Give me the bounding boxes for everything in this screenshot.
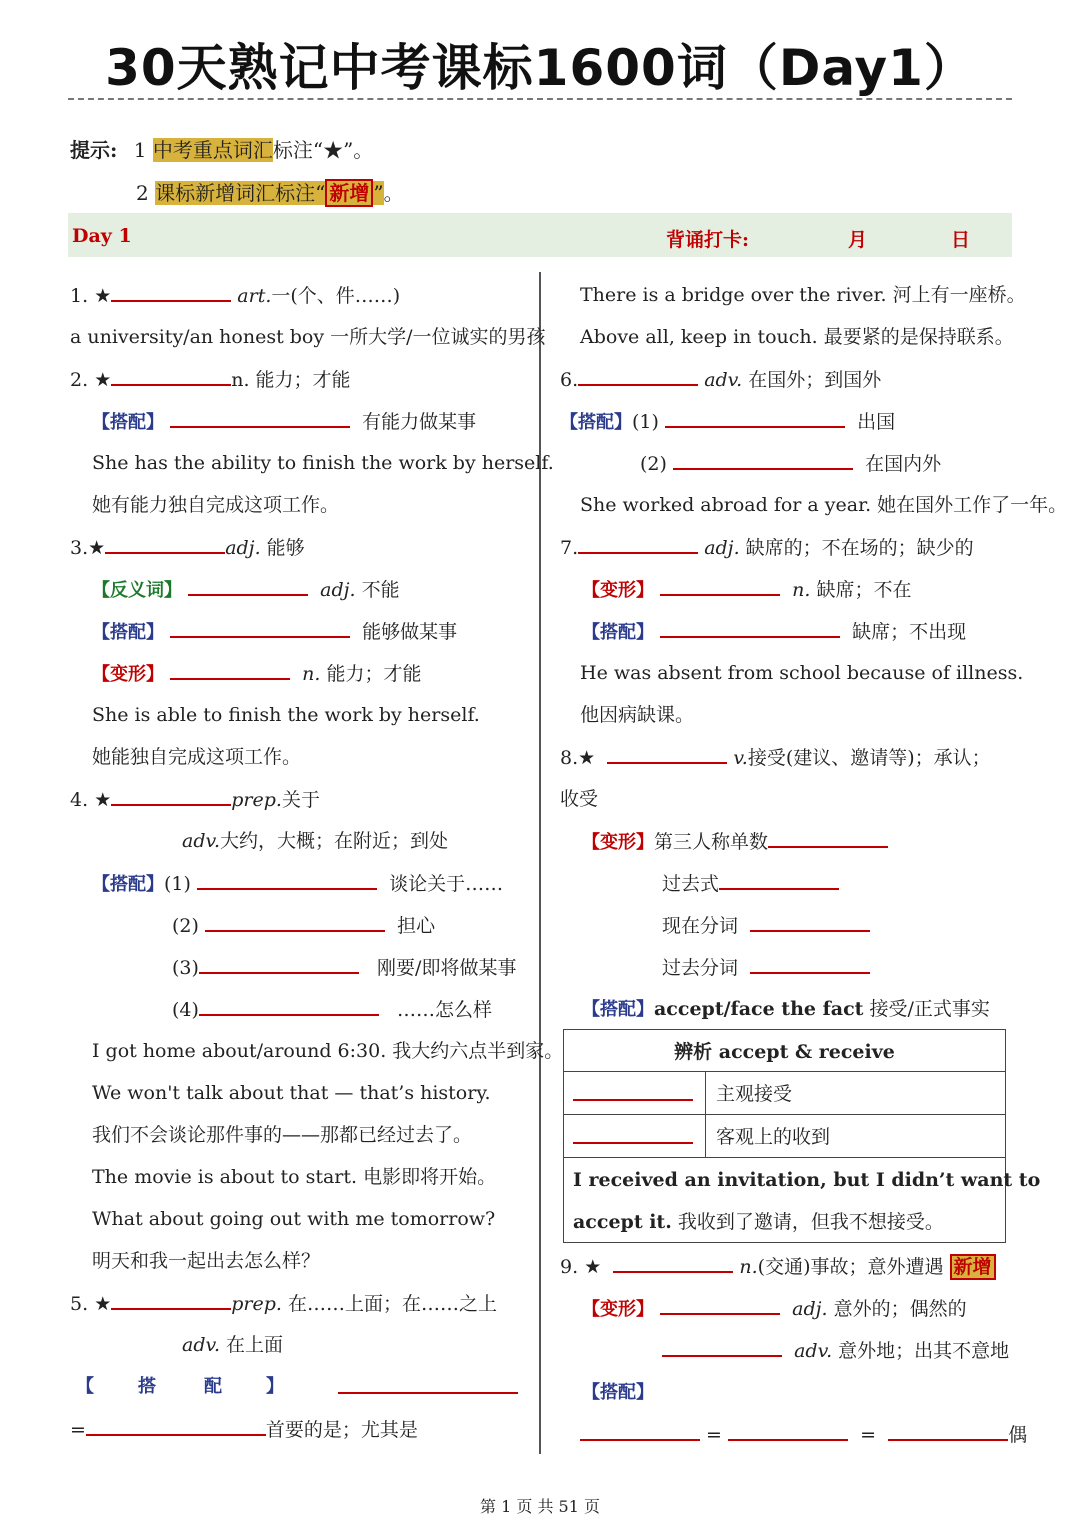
entry-6-collocation-1: 【搭配】(1) 出国 bbox=[560, 408, 895, 436]
hint-line-2: 2 课标新增词汇标注“ 新增 ”。 bbox=[136, 181, 404, 205]
star-icon: ★ bbox=[88, 537, 106, 559]
answer-blank[interactable] bbox=[728, 1421, 848, 1441]
entry-9-variant-2: adv. 意外地；出其不意地 bbox=[662, 1337, 1009, 1364]
entry-8-form-2: 过去式 bbox=[662, 870, 839, 897]
entry-9: 9. ★ n.(交通)事故；意外遭遇 新增 bbox=[560, 1253, 996, 1280]
entry-3: 3.★ adj. 能够 bbox=[70, 534, 305, 561]
entry-1: 1. ★ art.一(个、件……) bbox=[70, 282, 400, 309]
entry-5-collocation-tag: 【 bbox=[76, 1376, 94, 1397]
entry-9-variant-1: 【变形】 adj. 意外的；偶然的 bbox=[582, 1295, 967, 1323]
answer-blank[interactable] bbox=[580, 1421, 700, 1441]
star-icon: ★ bbox=[578, 747, 596, 769]
answer-blank[interactable] bbox=[660, 618, 840, 638]
day-label: Day 1 bbox=[72, 225, 132, 247]
entry-7-variant: 【变形】 n. 缺席；不在 bbox=[582, 576, 911, 604]
answer-blank[interactable] bbox=[111, 786, 231, 806]
answer-blank[interactable] bbox=[607, 744, 727, 764]
star-icon: ★ bbox=[584, 1256, 602, 1278]
entry-5-example-1: There is a bridge over the river. 河上有一座桥。 bbox=[580, 284, 1026, 306]
entry-4-example-2: We won't talk about that — that’s history. bbox=[92, 1082, 491, 1104]
answer-blank[interactable] bbox=[111, 366, 231, 386]
entry-8-collocation: 【搭配】accept/face the fact 接受/正式事实 bbox=[582, 998, 990, 1020]
entry-2: 2. ★ n. 能力；才能 bbox=[70, 366, 351, 393]
entry-2-example-cn: 她有能力独自完成这项工作。 bbox=[92, 494, 340, 516]
page-footer: 第 1 页 共 51 页 bbox=[480, 1497, 600, 1516]
entry-8: 8.★ v.接受(建议、邀请等)；承认； bbox=[560, 744, 991, 771]
answer-blank[interactable] bbox=[573, 1081, 693, 1101]
entry-9-collocation: = = 偶 bbox=[580, 1421, 1027, 1448]
answer-blank[interactable] bbox=[199, 954, 359, 974]
answer-blank[interactable] bbox=[888, 1421, 1008, 1441]
answer-blank[interactable] bbox=[750, 912, 870, 932]
entry-4-collocation-2: (2) 担心 bbox=[172, 912, 435, 939]
comparison-title: 辨析 accept & receive bbox=[674, 1041, 895, 1063]
answer-blank[interactable] bbox=[205, 912, 385, 932]
answer-blank[interactable] bbox=[719, 870, 839, 890]
answer-blank[interactable] bbox=[578, 366, 698, 386]
comparison-row-2: 客观上的收到 bbox=[716, 1126, 831, 1148]
entry-5-adv: adv. 在上面 bbox=[182, 1334, 284, 1356]
hint-label: 提示: bbox=[70, 138, 118, 162]
entry-8-form-4: 过去分词 bbox=[662, 954, 870, 981]
entry-4-collocation-1: 【搭配】(1) 谈论关于…… bbox=[92, 870, 503, 898]
entry-5-collocation: = 首要的是；尤其是 bbox=[70, 1416, 418, 1443]
answer-blank[interactable] bbox=[613, 1253, 733, 1273]
answer-blank[interactable] bbox=[750, 954, 870, 974]
answer-blank[interactable] bbox=[170, 618, 350, 638]
page-title: 30天熟记中考课标1600词（Day1） bbox=[105, 39, 975, 97]
comparison-example-1: I received an invitation, but I didn’t want to bbox=[573, 1169, 1041, 1191]
answer-blank[interactable] bbox=[660, 1295, 780, 1315]
day-unit-label: 日 bbox=[951, 229, 971, 251]
answer-blank[interactable] bbox=[86, 1416, 266, 1436]
answer-blank[interactable] bbox=[673, 450, 853, 470]
entry-4-collocation-3: (3) 刚要/即将做某事 bbox=[172, 954, 516, 981]
star-icon: ★ bbox=[94, 1293, 112, 1315]
entry-3-example-en: She is able to finish the work by herself. bbox=[92, 704, 480, 726]
entry-4-adv: adv.大约，大概；在附近；到处 bbox=[182, 830, 449, 852]
entry-1-example: a university/an honest boy 一所大学/一位诚实的男孩 bbox=[70, 326, 546, 348]
entry-3-variant: 【变形】 n. 能力；才能 bbox=[92, 660, 421, 688]
entry-7-example-cn: 他因病缺课。 bbox=[580, 704, 695, 726]
entry-8-meaning-cont: 收受 bbox=[560, 788, 599, 810]
entry-2-collocation: 【搭配】 有能力做某事 bbox=[92, 408, 476, 436]
answer-blank[interactable] bbox=[170, 660, 290, 680]
hint-highlight-key: 中考重点词汇 bbox=[152, 138, 273, 162]
answer-blank[interactable] bbox=[111, 282, 231, 302]
entry-9-collocation-tag: 【搭配】 bbox=[582, 1382, 654, 1403]
entry-6-collocation-2: (2) 在国内外 bbox=[640, 450, 941, 477]
answer-blank[interactable] bbox=[768, 828, 888, 848]
entry-5: 5. ★ prep. 在……上面；在……之上 bbox=[70, 1290, 497, 1317]
answer-blank[interactable] bbox=[662, 1337, 782, 1357]
entry-7: 7. adj. 缺席的；不在场的；缺少的 bbox=[560, 534, 974, 561]
entry-6-example: She worked abroad for a year. 她在国外工作了一年。 bbox=[580, 494, 1068, 516]
entry-5-example-2: Above all, keep in touch. 最要紧的是保持联系。 bbox=[580, 326, 1014, 348]
answer-blank[interactable] bbox=[105, 534, 225, 554]
answer-blank[interactable] bbox=[665, 408, 845, 428]
entry-4-example-6: 明天和我一起出去怎么样？ bbox=[92, 1250, 321, 1272]
new-badge: 新增 bbox=[950, 1254, 996, 1280]
answer-blank[interactable] bbox=[573, 1124, 693, 1144]
entry-8-form-1: 【变形】第三人称单数 bbox=[582, 828, 888, 856]
star-icon: ★ bbox=[94, 285, 112, 307]
day-band bbox=[68, 213, 1012, 257]
entry-4-example-3: 我们不会谈论那件事的——那都已经过去了。 bbox=[92, 1124, 473, 1146]
entry-4-example-1: I got home about/around 6:30. 我大约六点半到家。 bbox=[92, 1040, 564, 1062]
answer-blank[interactable] bbox=[170, 408, 350, 428]
entry-4-example-5: What about going out with me tomorrow? bbox=[92, 1208, 496, 1230]
answer-blank[interactable] bbox=[197, 870, 377, 890]
title-divider bbox=[68, 98, 1012, 100]
entry-4-example-4: The movie is about to start. 电影即将开始。 bbox=[92, 1166, 497, 1188]
answer-blank[interactable] bbox=[111, 1290, 231, 1310]
answer-blank[interactable] bbox=[338, 1374, 518, 1394]
entry-3-example-cn: 她能独自完成这项工作。 bbox=[92, 746, 302, 768]
entry-4: 4. ★ prep.关于 bbox=[70, 786, 320, 813]
entry-3-antonym: 【反义词】 adj. 不能 bbox=[92, 576, 400, 604]
hint-line-1: 提示: 1 中考重点词汇标注“★”。 bbox=[70, 138, 374, 162]
entry-7-collocation: 【搭配】 缺席；不出现 bbox=[582, 618, 966, 646]
entry-8-form-3: 现在分词 bbox=[662, 912, 870, 939]
month-label: 月 bbox=[848, 229, 868, 251]
answer-blank[interactable] bbox=[660, 576, 780, 596]
entry-6: 6. adv. 在国外；到国外 bbox=[560, 366, 881, 393]
answer-blank[interactable] bbox=[199, 996, 379, 1016]
new-badge: 新增 bbox=[325, 179, 373, 207]
comparison-example-2: accept it. 我收到了邀请，但我不想接受。 bbox=[573, 1211, 944, 1233]
entry-3-collocation: 【搭配】 能够做某事 bbox=[92, 618, 457, 646]
entry-4-collocation-4: (4) ……怎么样 bbox=[172, 996, 492, 1023]
entry-7-example-en: He was absent from school because of illness. bbox=[580, 662, 1024, 684]
star-icon: ★ bbox=[94, 369, 112, 391]
entry-2-example-en: She has the ability to finish the work by herself. bbox=[92, 452, 554, 474]
star-icon: ★ bbox=[94, 789, 112, 811]
answer-blank[interactable] bbox=[578, 534, 698, 554]
answer-blank[interactable] bbox=[188, 576, 308, 596]
comparison-row-1: 主观接受 bbox=[716, 1083, 793, 1105]
checkin-label: 背诵打卡: bbox=[666, 229, 750, 251]
